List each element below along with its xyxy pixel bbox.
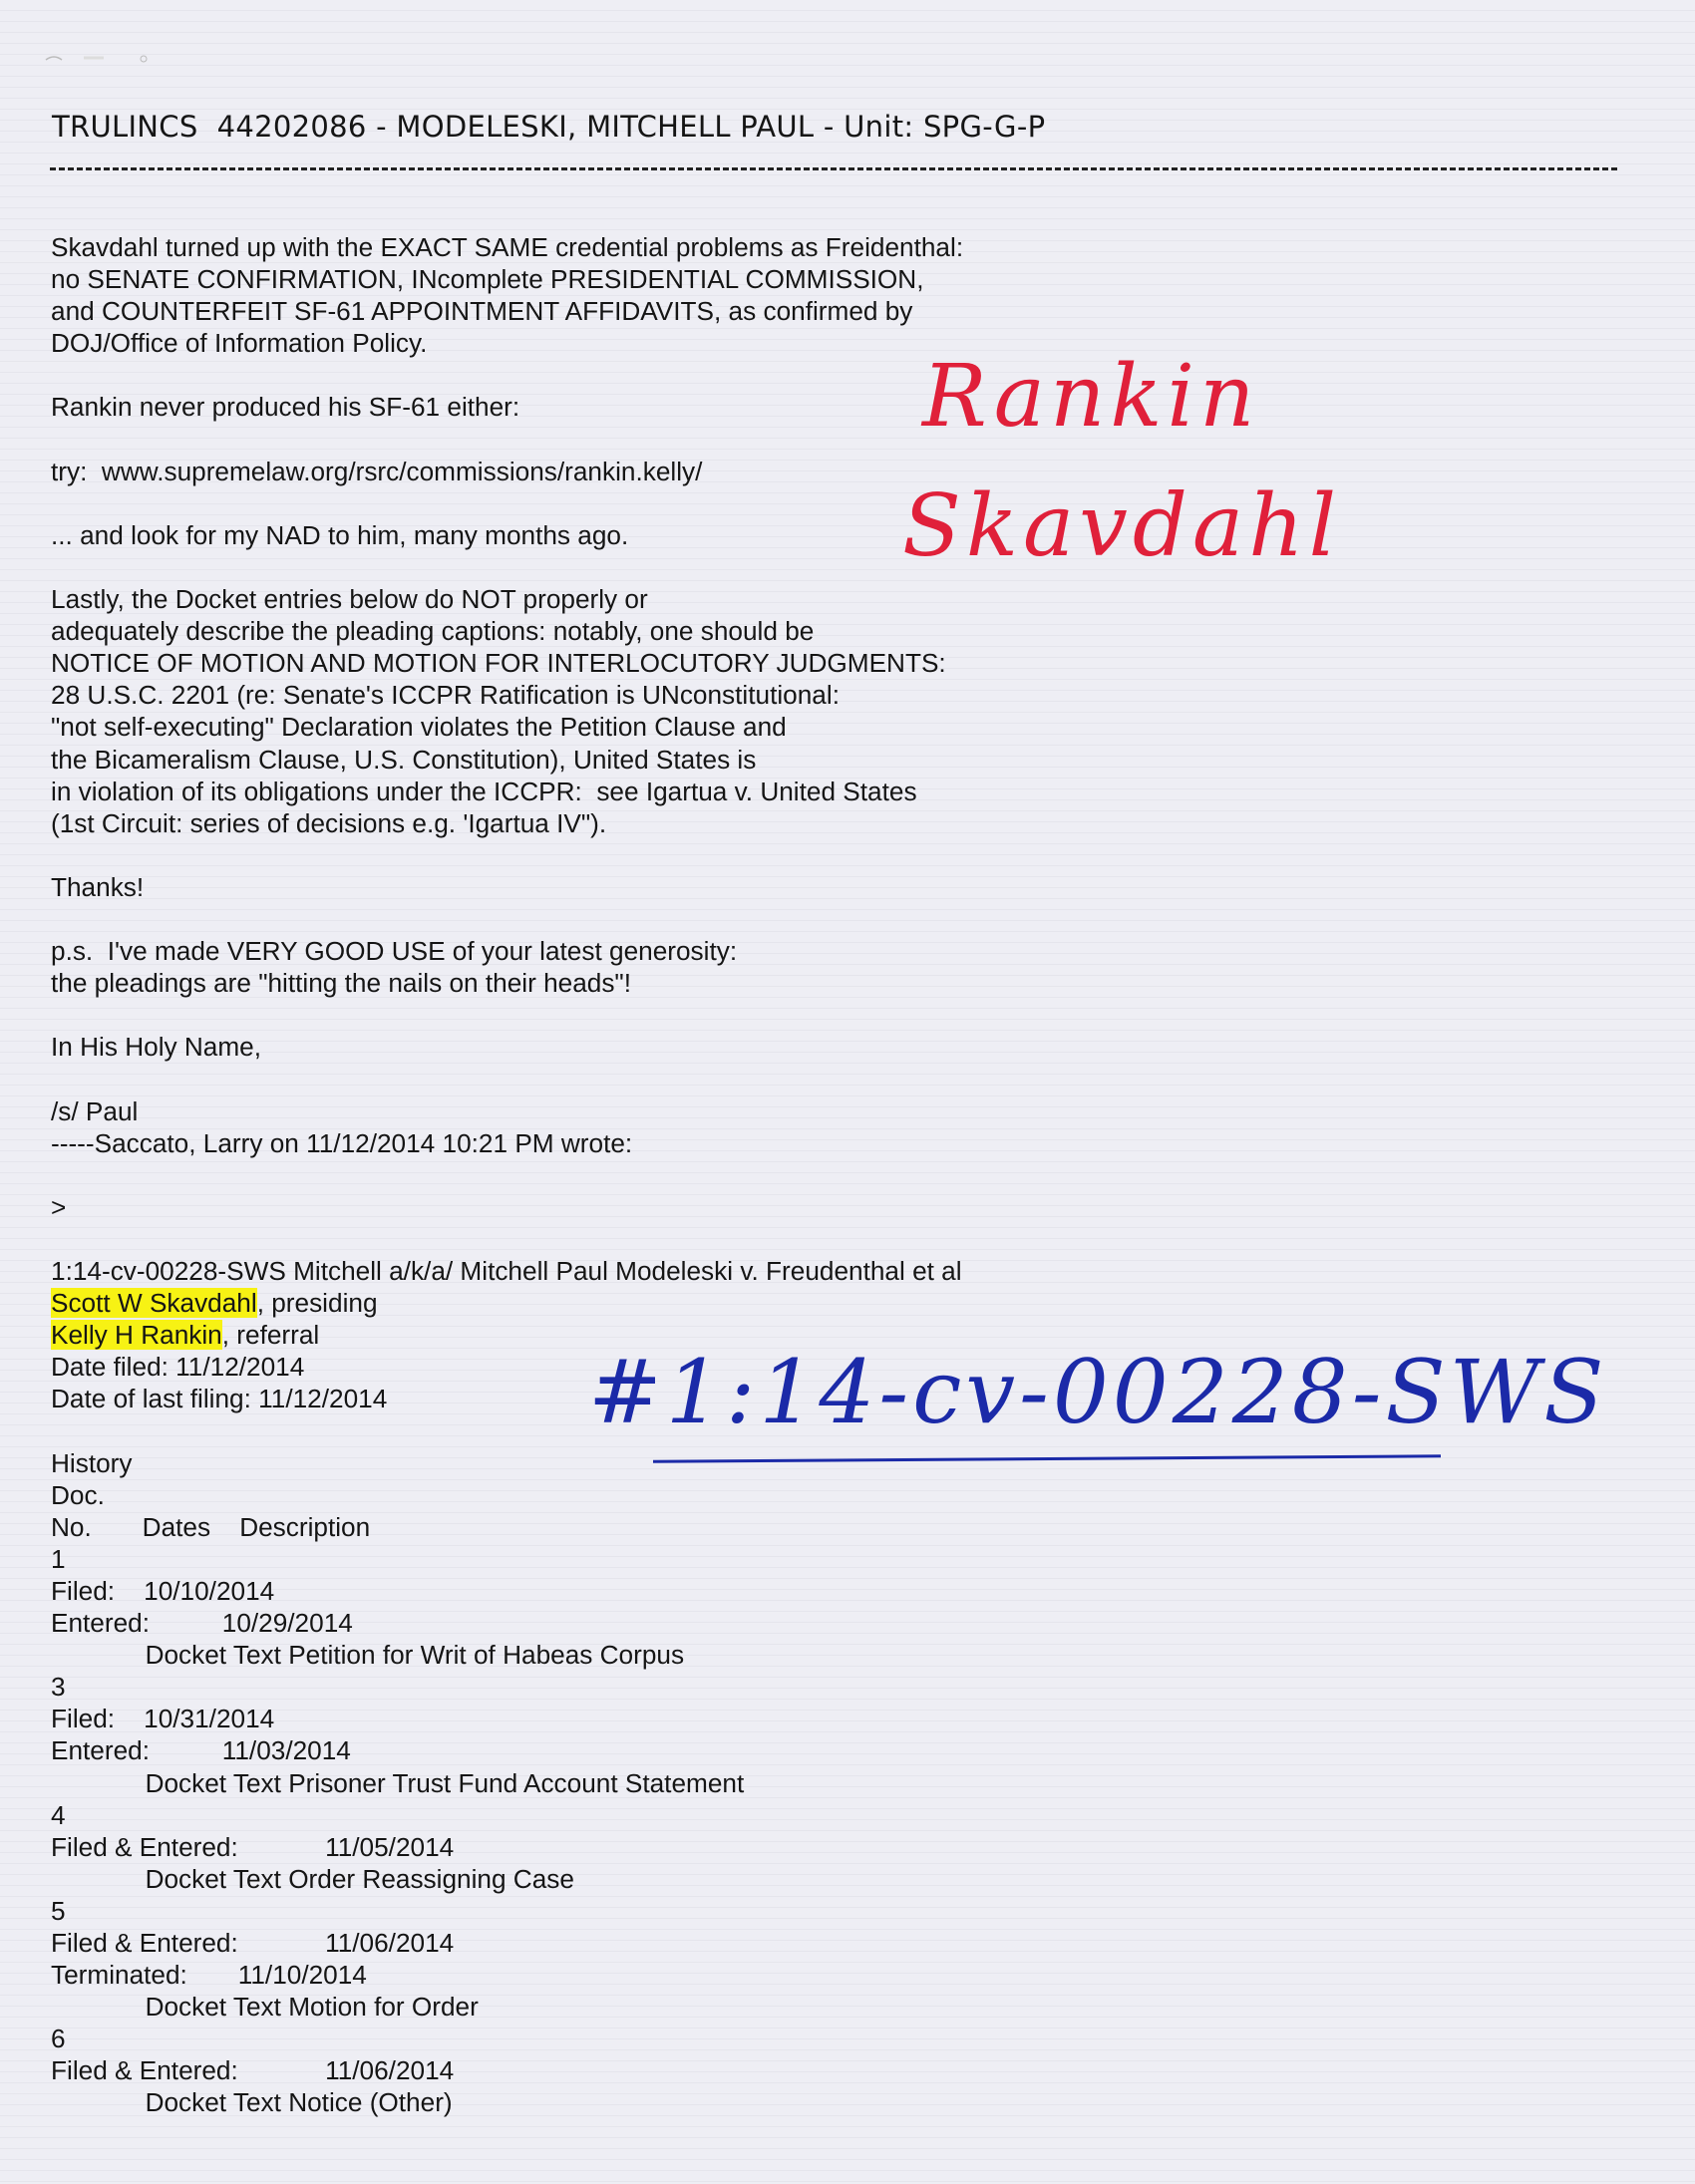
blank-line: [51, 1063, 1088, 1094]
blank-line: [51, 903, 1088, 935]
docket-line: Entered: 11/03/2014: [51, 1735, 351, 1766]
presiding-line: Scott W Skavdahl, presiding: [51, 1288, 378, 1319]
message-line: -----Saccato, Larry on 11/12/2014 10:21 PM wrote:: [51, 1127, 633, 1158]
message-line: no SENATE CONFIRMATION, INcomplete PRESIDENTIAL COMMISSION,: [51, 264, 924, 295]
header-dashed-rule: [50, 167, 1617, 170]
presiding-judge-highlight: Scott W Skavdahl: [51, 1288, 257, 1319]
message-line: Lastly, the Docket entries below do NOT properly or: [51, 584, 648, 615]
blank-line: [51, 999, 1088, 1031]
docket-line: Docket Text Notice (Other): [51, 2087, 453, 2118]
blank-line: [51, 839, 1088, 871]
message-line: >: [51, 1191, 67, 1222]
docket-line: Filed & Entered: 11/05/2014: [51, 1831, 455, 1862]
message-line: NOTICE OF MOTION AND MOTION FOR INTERLOCUTORY JUDGMENTS:: [51, 648, 946, 679]
message-line: "not self-executing" Declaration violates the Petition Clause and: [51, 712, 787, 743]
docket-line: 6: [51, 2024, 66, 2054]
message-line: ... and look for my NAD to him, many months ago.: [51, 519, 629, 550]
docket-line: Filed & Entered: 11/06/2014: [51, 1927, 455, 1958]
message-line: Skavdahl turned up with the EXACT SAME credential problems as Freidenthal:: [51, 232, 964, 262]
message-line: 28 U.S.C. 2201 (re: Senate's ICCPR Ratification is UNconstitutional:: [51, 680, 840, 711]
message-line: 1:14-cv-00228-SWS Mitchell a/k/a/ Mitchell Paul Modeleski v. Freudenthal et al: [51, 1256, 962, 1286]
referral-judge-highlight: Kelly H Rankin: [51, 1320, 222, 1351]
message-line: try: www.supremelaw.org/rsrc/commissions/rankin.kelly/: [51, 456, 703, 486]
docket-line: Doc.: [51, 1479, 105, 1510]
docket-line: Docket Text Prisoner Trust Fund Account Statement: [51, 1767, 745, 1798]
message-line: and COUNTERFEIT SF-61 APPOINTMENT AFFIDAVITS, as confirmed by: [51, 296, 913, 327]
handwritten-skavdahl: Skavdahl: [902, 476, 1342, 576]
message-line: In His Holy Name,: [51, 1032, 262, 1063]
blank-line: [51, 1223, 1088, 1255]
message-line: (1st Circuit: series of decisions e.g. 'Igartua IV").: [51, 807, 607, 838]
message-line: adequately describe the pleading captions: notably, one should be: [51, 616, 815, 647]
message-line: the Bicameralism Clause, U.S. Constitution), United States is: [51, 744, 757, 775]
docket-line: Docket Text Petition for Writ of Habeas Corpus: [51, 1640, 685, 1671]
docket-line: Entered: 10/29/2014: [51, 1608, 353, 1639]
message-line: /s/ Paul: [51, 1095, 139, 1126]
docket-line: Filed & Entered: 11/06/2014: [51, 2055, 455, 2086]
docket-line: History: [51, 1447, 133, 1478]
handwritten-case-number: #1:14-cv-00228-SWS: [588, 1341, 1608, 1443]
message-line: Thanks!: [51, 871, 145, 902]
docket-line: No. Dates Description: [51, 1511, 371, 1542]
message-line: Rankin never produced his SF-61 either:: [51, 392, 520, 423]
trulincs-header: TRULINCS 44202086 - MODELESKI, MITCHELL PAUL - Unit: SPG-G-P: [52, 110, 1046, 144]
message-line: in violation of its obligations under the ICCPR: see Igartua v. United States: [51, 776, 917, 806]
docket-line: Filed: 10/31/2014: [51, 1704, 275, 1734]
docket-line: 3: [51, 1672, 66, 1703]
docket-block: [51, 1414, 1088, 2118]
message-line: DOJ/Office of Information Policy.: [51, 328, 428, 359]
docket-line: Docket Text Motion for Order: [51, 1992, 479, 2023]
referral-line: Kelly H Rankin, referral: [51, 1320, 320, 1351]
message-line: p.s. I've made VERY GOOD USE of your latest generosity:: [51, 936, 738, 967]
docket-line: 4: [51, 1799, 66, 1830]
date-filed: Date filed: 11/12/2014: [51, 1352, 305, 1383]
paper-scuff-mark: [44, 52, 154, 66]
blank-line: [51, 1159, 1088, 1191]
docket-line: 1: [51, 1543, 66, 1574]
handwritten-rankin: Rankin: [922, 347, 1260, 447]
docket-line: Filed: 10/10/2014: [51, 1575, 275, 1606]
docket-line: 5: [51, 1895, 66, 1926]
docket-line: Docket Text Order Reassigning Case: [51, 1863, 574, 1894]
date-last-filing: Date of last filing: 11/12/2014: [51, 1384, 388, 1414]
message-line: the pleadings are "hitting the nails on their heads"!: [51, 968, 632, 999]
docket-line: Terminated: 11/10/2014: [51, 1960, 367, 1991]
